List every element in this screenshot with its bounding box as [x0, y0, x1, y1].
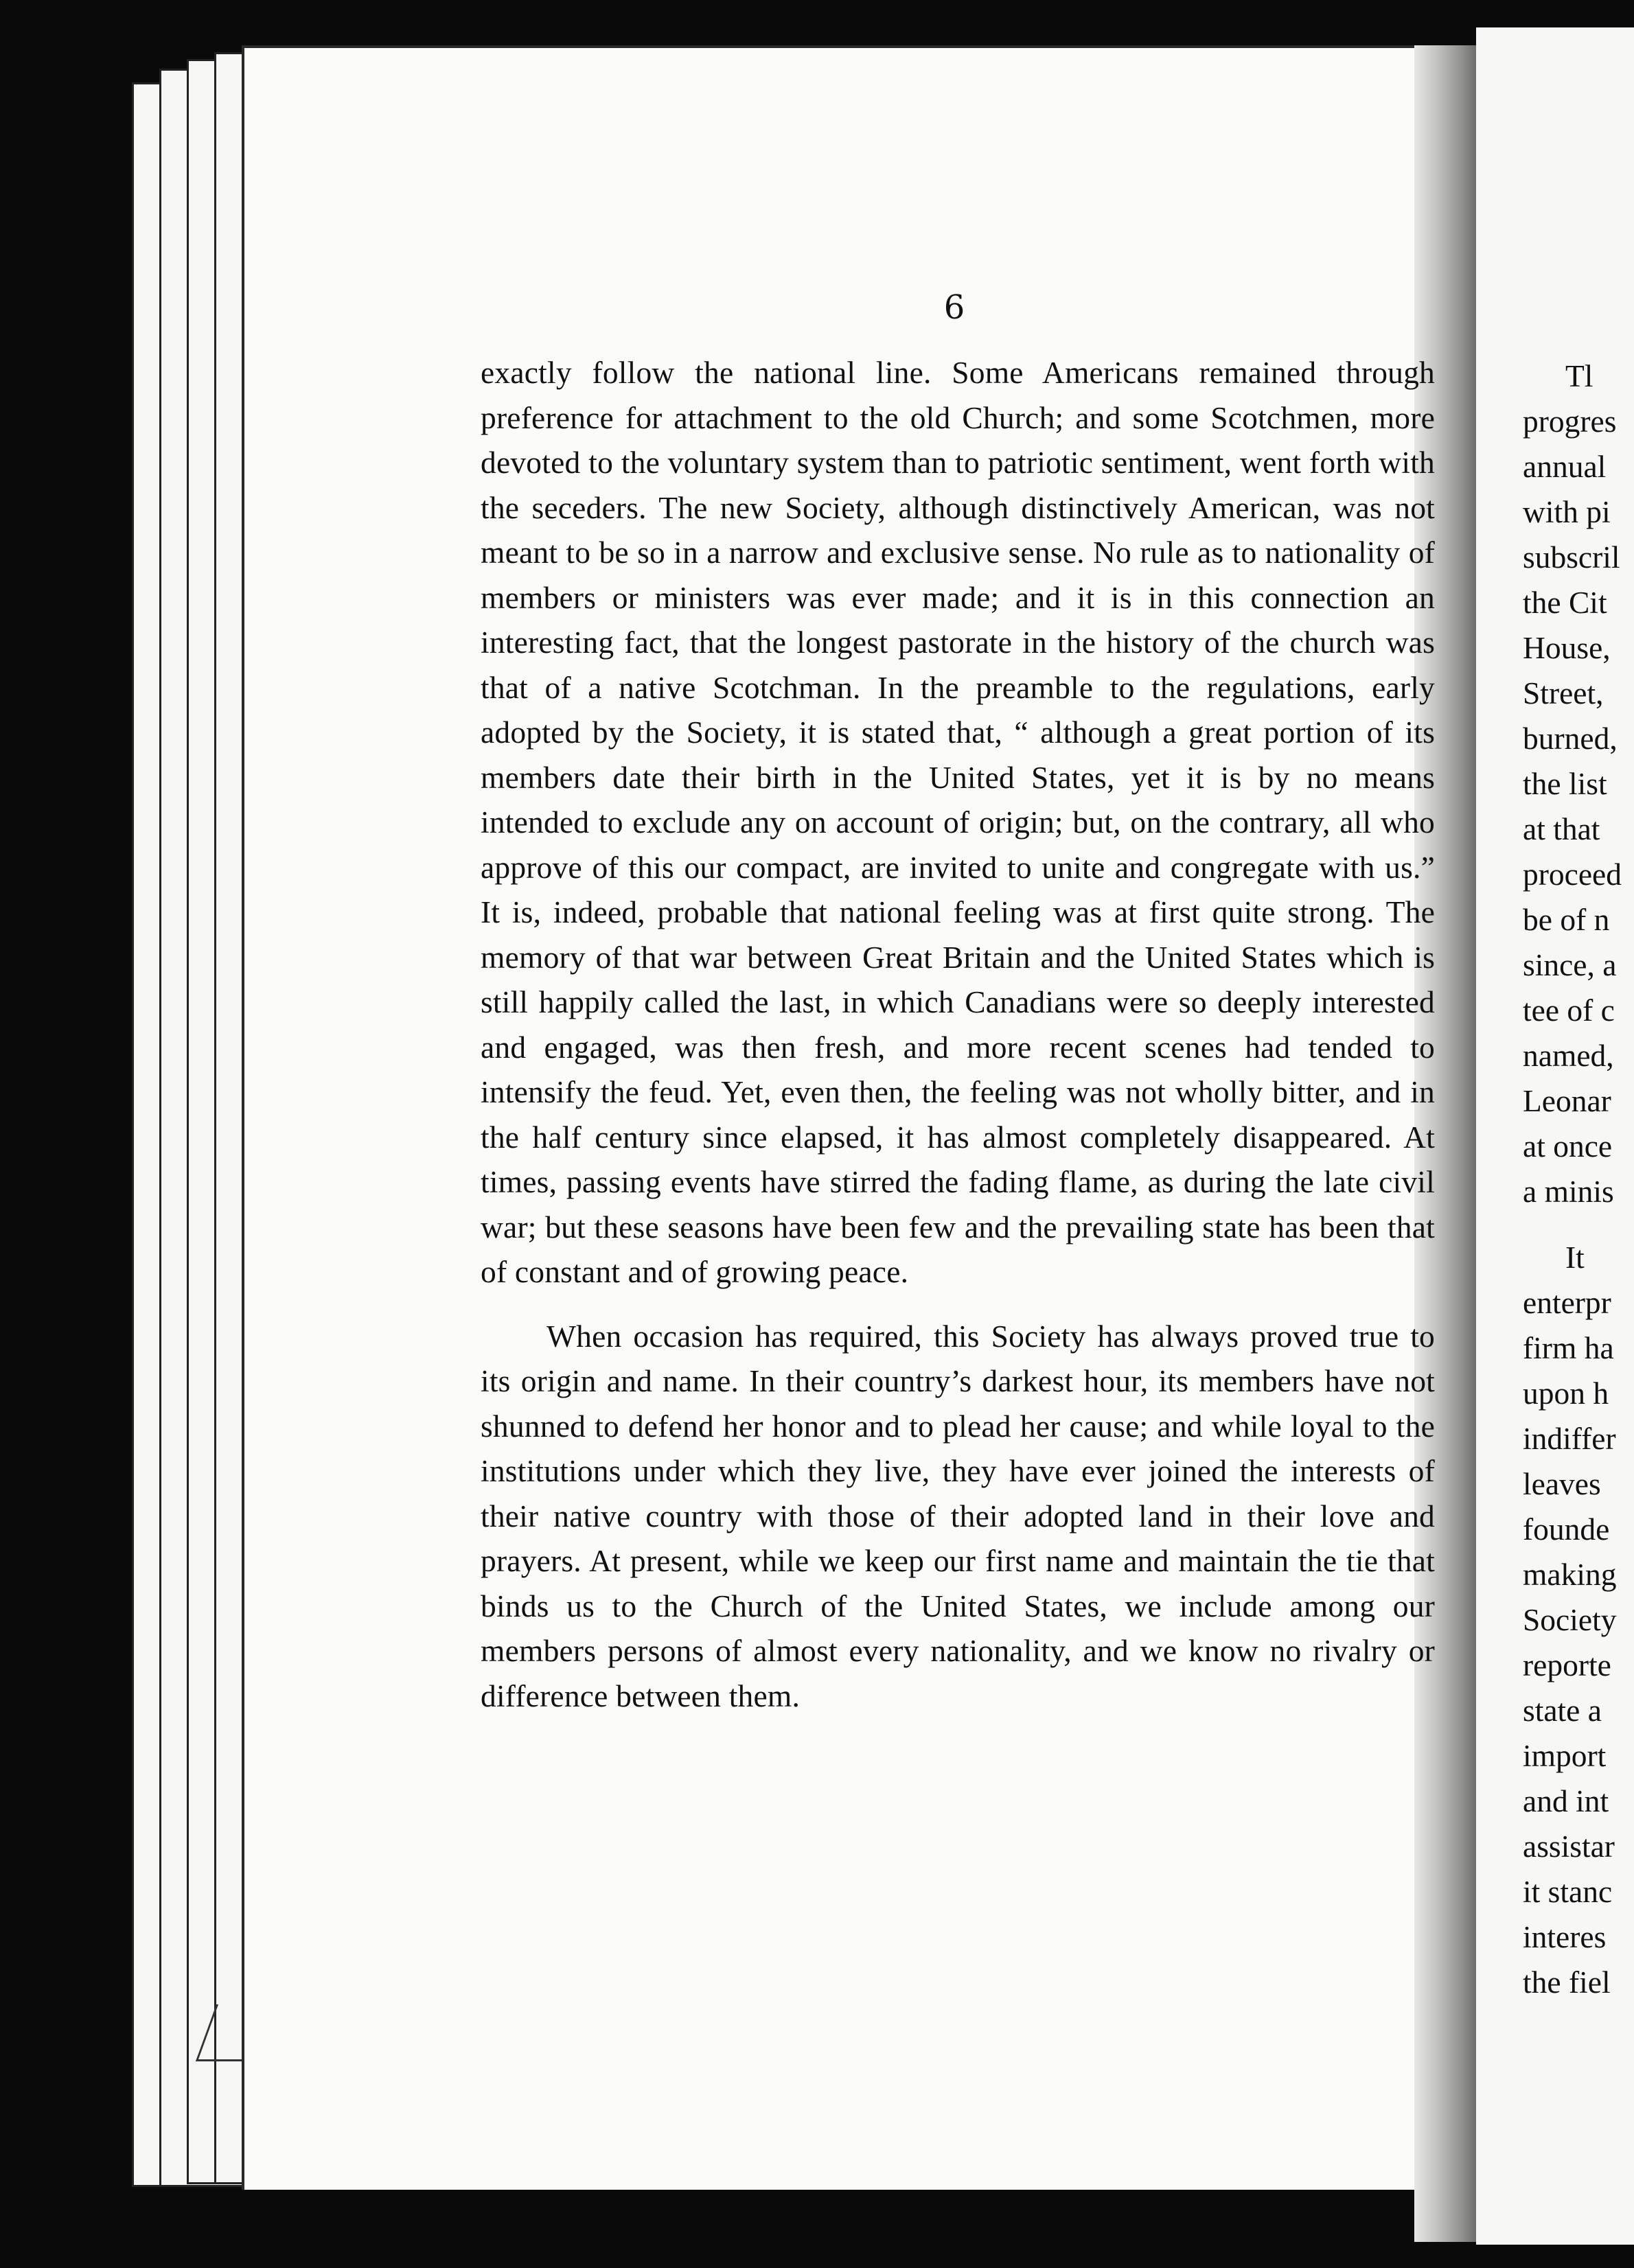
facing-line: Leonar [1523, 1083, 1611, 1118]
facing-line: progres [1523, 404, 1617, 439]
facing-line: enterpr [1523, 1285, 1611, 1320]
facing-line: it stanc [1523, 1874, 1613, 1909]
facing-line: interes [1523, 1919, 1607, 1954]
facing-line: be of n [1523, 902, 1610, 937]
facing-line: subscril [1523, 540, 1620, 575]
facing-line: making [1523, 1557, 1617, 1592]
facing-line: the fiel [1523, 1965, 1611, 2000]
facing-line: Tl [1565, 358, 1593, 393]
page-body-text [481, 350, 1435, 1718]
facing-line: the list [1523, 766, 1607, 801]
facing-line: at once [1523, 1129, 1613, 1164]
facing-page-text [1523, 354, 1634, 2005]
facing-line: at that [1523, 811, 1600, 846]
facing-line: firm ha [1523, 1330, 1614, 1365]
facing-line: indiffer [1523, 1421, 1616, 1456]
facing-line: import [1523, 1738, 1607, 1773]
facing-line: the Cit [1523, 585, 1607, 620]
facing-line: Street, [1523, 675, 1604, 710]
facing-line: leaves [1523, 1466, 1601, 1501]
facing-line: tee of c [1523, 993, 1615, 1028]
facing-line: proceed [1523, 857, 1622, 892]
facing-line: assistar [1523, 1829, 1615, 1864]
facing-line: upon h [1523, 1376, 1609, 1411]
facing-line: It [1565, 1240, 1585, 1275]
facing-line: since, a [1523, 947, 1617, 982]
facing-line: burned, [1523, 721, 1618, 756]
page-number: 6 [943, 288, 965, 327]
facing-line: named, [1523, 1038, 1614, 1073]
facing-line: with pi [1523, 494, 1611, 529]
facing-line: a minis [1523, 1174, 1614, 1209]
paragraph: exactly follow the national line. Some Americans remained through preference for attachment to the old Church; and some Scotchmen, more devoted to the voluntary system than to patriotic sentiment, went forth with the seceders. The new Society, although distinctively American, was not meant to be so in a narrow and exclusive sense. No rule as to nationality of members or ministers was ever made; and it is in this connection an interesting fact, that the longest pastorate in the history of the church was that of a native Scotchman. In the preamble to the regulations, early adopted by the Society, it is stated that, “ although a great portion of its members date their birth in the United States, yet it is by no means intended to exclude any on account of origin; but, on the contrary, all who approve of this our compact, are invited to unite and congregate with us.” It is, indeed, probable that national feeling was at first quite strong. The memory of that war between Great Britain and the United States which is still happily called the last, in which Canadians were so deeply interested and engaged, was then fresh, and more recent scenes had tended to intensify the feud. Yet, even then, the feeling was not wholly bitter, and in the half century since elapsed, it has almost completely disappeared. At times, passing events have stirred the fading flame, as during the late civil war; but these seasons have been few and the prevailing state has been that of constant and of growing peace. [481, 355, 1435, 1289]
facing-line: and int [1523, 1783, 1609, 1818]
facing-line: founde [1523, 1512, 1610, 1547]
facing-line: annual [1523, 449, 1607, 484]
facing-line: House, [1523, 630, 1611, 665]
facing-line: Society [1523, 1602, 1617, 1637]
paragraph: When occasion has required, this Society has always proved true to its origin and name. In their country’s darkest hour, its members have not shunned to defend her honor and to plead her cause; and while loyal to the institutions under which they live, they have ever joined the interests of their native country with those of their adopted land in their love and prayers. At present, while we keep our first name and maintain the tie that binds us to the Church of the United States, we include among our members persons of almost every nationality, and we know no rivalry or difference between them. [481, 1318, 1435, 1713]
facing-line: reporte [1523, 1647, 1611, 1682]
facing-line: state a [1523, 1693, 1602, 1728]
